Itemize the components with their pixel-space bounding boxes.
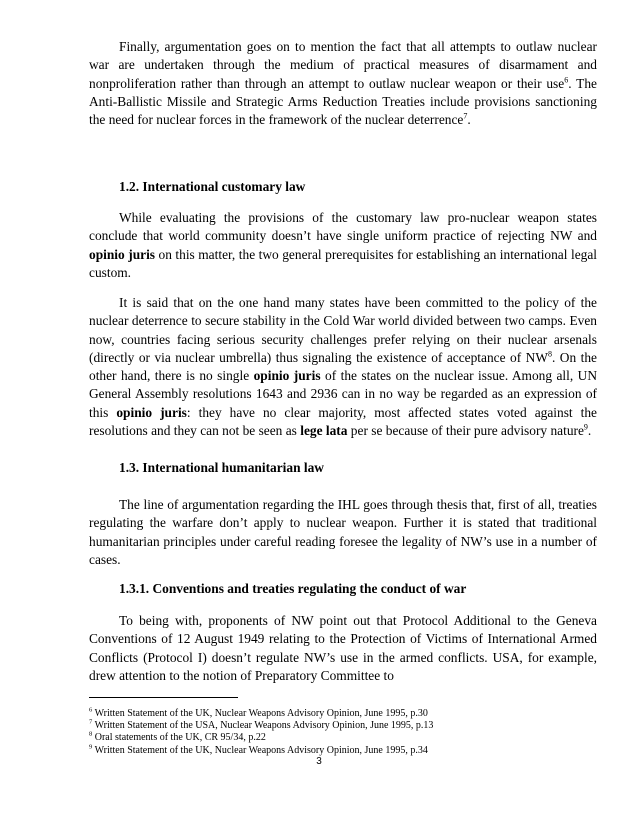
footnote-ref-7: 7 — [463, 111, 468, 121]
heading-customary-law: 1.2. International customary law — [119, 179, 306, 194]
page-number: 3 — [316, 756, 322, 767]
paragraph-protocol-additional: To being with, proponents of NW point out that Protocol Additional to the Geneva Conventions of 12 August 1949 relating to the Protection of Victims of International Armed Conflicts (Protocol I) doesn’t regulate NW’s use in the armed conflicts. USA, for example, drew attention to the notion of Preparatory Committee to — [89, 613, 597, 683]
footnote: $^9$ Written Statement of the UK, Nuclear Weapons Advisory Opinion, June 1995, p.34 — [89, 743, 428, 756]
heading-humanitarian-law: 1.3. International humanitarian law — [119, 460, 324, 475]
paragraph-ihl-argumentation: The line of argumentation regarding the IHL goes through thesis that, first of all, treaties regulating the warfare don’t apply to nuclear weapon. Further it is stated that traditional humanitarian principles under careful reading foresee the legality of NW’s use in a number of cases. — [89, 497, 597, 567]
footnote: $^8$ Oral statements of the UK, CR 95/34, p.22 — [89, 731, 266, 744]
footnote-divider — [89, 697, 238, 698]
footnote: $^7$ Written Statement of the USA, Nuclear Weapons Advisory Opinion, June 1995, p.13 — [89, 718, 434, 732]
paragraph-nuclear-deterrence: It is said that on the one hand many states have been committed to the policy of the nuclear deterrence to secure stability in the Cold War world divided between two camps. Even now, countries facing serious security challenges prefer relying on their nuclear arsenals (directly or via nuclear umbrella) thus signaling the existence of acceptance of $NW^8$. On the other hand, there is no single opinio juris of the states on the nuclear issue. Among all, UN General Assembly resolutions 1643 and 2936 can in no way be regarded as an expression of this opinio juris: they have no clear majority, most affected states voted against the resolutions and they can not be seen as lege lata per se because of their pure advisory nature$^9$. — [89, 295, 598, 439]
footnote-ref-9: 9 — [583, 422, 588, 432]
paragraph-customary-law-evaluation: While evaluating the provisions of the customary law pro-nuclear weapon states conclude that world community doesn’t have single uniform practice of rejecting NW and opinio juris on this matter, the two general prerequisites for establishing an international legal custom. — [89, 210, 597, 280]
paragraph-outlawing-nuclear-war: Finally, argumentation goes on to mention the fact that all attempts to outlaw nuclear war are undertaken through the medium of practical measures of disarmament and nonproliferation rather than through an attempt to outlaw nuclear weapon or their use$^6$. The Anti-Ballistic Missile and Strategic Arms Reduction Treaties include provisions sanctioning the need for nuclear forces in the framework of the nuclear deterrence$^7$. — [89, 39, 597, 128]
footnote-ref-8: 8 — [547, 349, 552, 359]
footnote-ref-6: 6 — [564, 75, 569, 85]
footnote: $^6$ Written Statement of the UK, Nuclear Weapons Advisory Opinion, June 1995, p.30 — [89, 706, 428, 719]
footnotes — [89, 708, 597, 757]
heading-conventions-treaties: 1.3.1. Conventions and treaties regulating the conduct of war — [119, 581, 467, 596]
